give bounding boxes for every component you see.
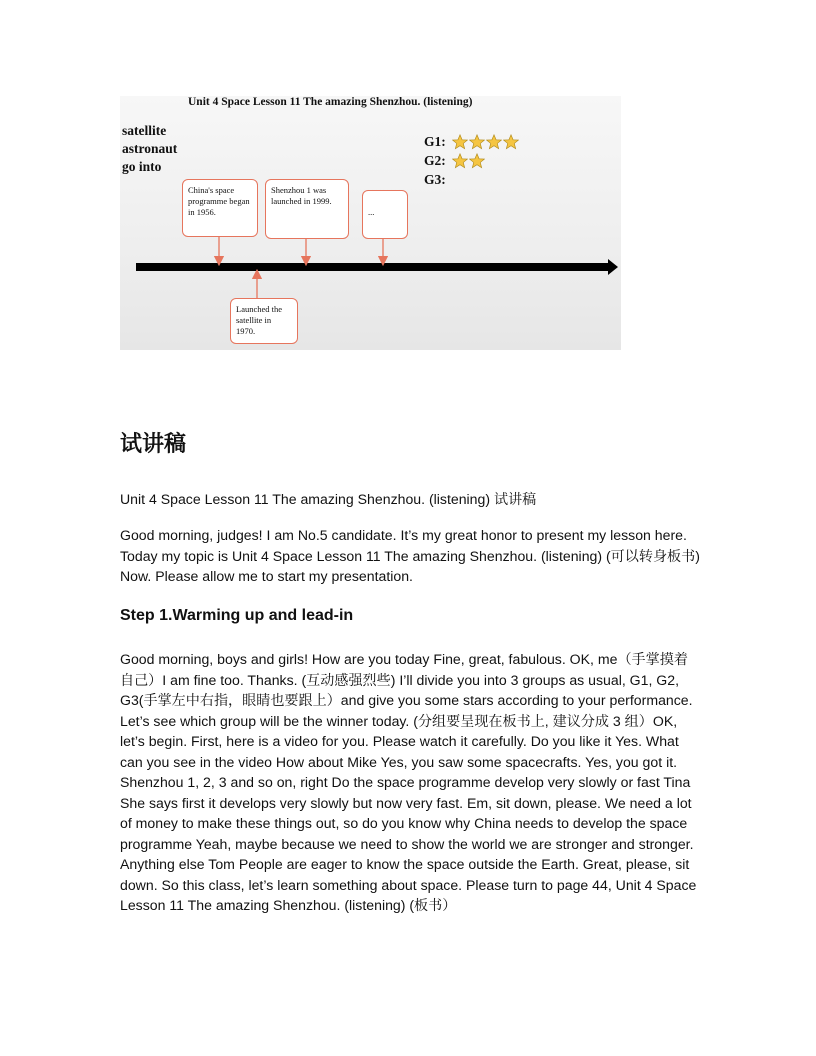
timeline-note: China's space programme began in 1956. xyxy=(182,179,258,237)
timeline-arrow-head xyxy=(608,259,618,275)
doc-subtitle: Unit 4 Space Lesson 11 The amazing Shenzhou. (listening) 试讲稿 xyxy=(120,491,537,507)
group-label: G2: xyxy=(424,153,446,168)
vocab-word: satellite xyxy=(122,123,167,138)
timeline-bar xyxy=(136,263,613,271)
timeline-note: ... xyxy=(362,190,408,239)
step1-heading: Step 1.Warming up and lead-in xyxy=(120,607,354,624)
vocab-word: go into xyxy=(122,159,162,174)
step1-paragraph: Good morning, boys and girls! How are you today Fine, great, fabulous. OK, me（手掌摸着自己）I am fine too. Thanks. (互动感强烈些) I’ll divide you into 3 groups as usual, G1, G2, G3(手掌左中右指，眼睛也要跟上）and give you some stars according to your performance. Let’s see which group will be the winner today. (分组要呈现在板书上, 建议分成 3 组）OK, let’s begin. First, here is a video for you. Please watch it carefully. Do you like it Yes. What can you see in the video How about Mike Yes, you saw some spacecrafts. Yes, you got it. Shenzhou 1, 2, 3 and so on, right Do the space programme develop very slowly or fast Tina She says first it develops very slowly but now very fast. Em, sit down, please. We need a lot of money to make these things out, so do you know why China needs to develop the space programme Yeah, maybe because we need to show the world we are stronger and stronger. Anything else Tom People are eager to know the space outside the Earth. Great, please, sit down. So this class, let’s learn something about space. Please turn to page 44, Unit 4 Space Lesson 11 The amazing Shenzhou. (listening) (板书） xyxy=(120,651,697,913)
group-label: G3: xyxy=(424,172,446,187)
timeline-note: Shenzhou 1 was launched in 1999. xyxy=(265,179,349,239)
board-title: Unit 4 Space Lesson 11 The amazing Shenzhou. (listening) xyxy=(188,96,473,108)
blackboard-image xyxy=(120,96,621,350)
page-heading: 试讲稿 xyxy=(120,432,187,457)
group-label: G1: xyxy=(424,134,446,149)
timeline-note-bottom: Launched the satellite in 1970. xyxy=(230,298,298,344)
vocab-word: astronaut xyxy=(122,141,178,156)
intro-paragraph: Good morning, judges! I am No.5 candidate. It’s my great honor to present my lesson here. Today my topic is Unit 4 Space Lesson 11 The amazing Shenzhou. (listening) (可以转身板书) Now. Please allow me to start my presentation. xyxy=(120,527,700,584)
